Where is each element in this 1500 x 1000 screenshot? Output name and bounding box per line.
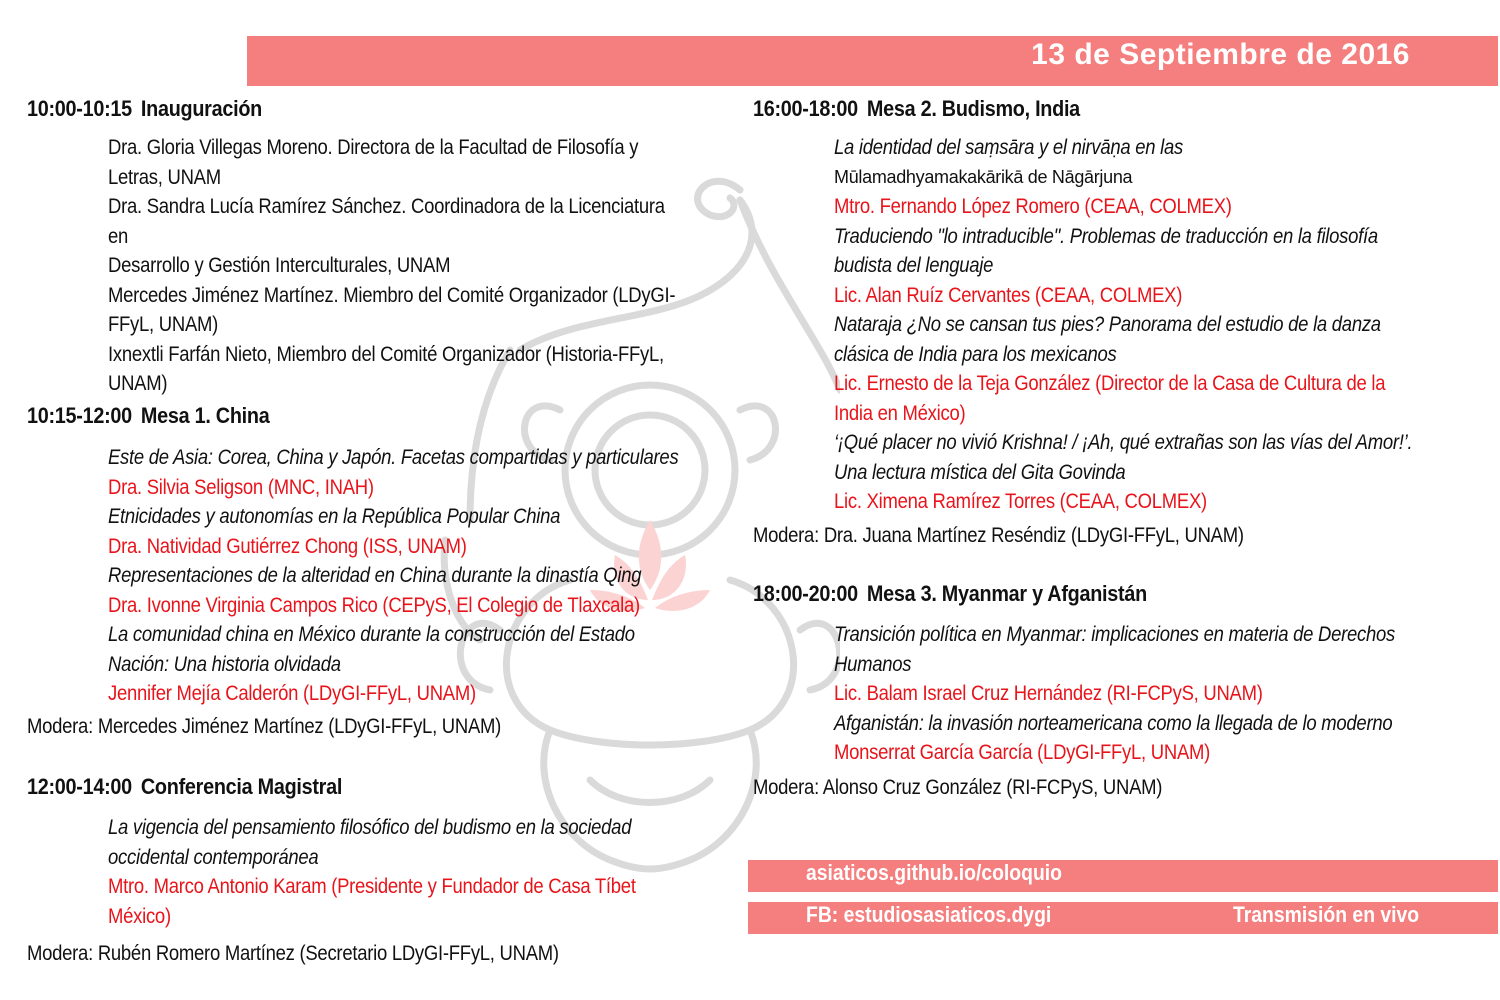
speaker-name: Mtro. Fernando López Romero (CEAA, COLMEX) bbox=[834, 195, 1232, 218]
talk-title: occidental contemporánea bbox=[108, 845, 319, 869]
speaker-name: Lic. Ximena Ramírez Torres (CEAA, COLMEX) bbox=[834, 490, 1207, 513]
participant-line: Letras, UNAM bbox=[108, 165, 221, 189]
website-link[interactable]: asiaticos.github.io/coloquio bbox=[806, 860, 1062, 885]
moderator-line: Modera: Alonso Cruz González (RI-FCPyS, UNAM) bbox=[753, 776, 1163, 799]
session-mesa-3-items bbox=[834, 620, 1494, 768]
speaker-name: Lic. Alan Ruíz Cervantes (CEAA, COLMEX) bbox=[834, 283, 1183, 307]
talk-title: Afganistán: la invasión norteamericana como la llegada de lo moderno bbox=[834, 711, 1393, 735]
session-heading: 16:00-18:00 Mesa 2. Budismo, India bbox=[753, 96, 1080, 121]
participant-line: Dra. Gloria Villegas Moreno. Directora de la Facultad de Filosofía y bbox=[108, 136, 639, 159]
talk-title: La identidad del saṃsāra y el nirvāṇa en las bbox=[834, 136, 1183, 159]
session-heading: 18:00-20:00 Mesa 3. Myanmar y Afganistán bbox=[753, 581, 1147, 606]
session-conferencia bbox=[27, 772, 377, 802]
talk-title: Una lectura mística del Gita Govinda bbox=[834, 460, 1126, 484]
speaker-name: Dra. Ivonne Virginia Campos Rico (CEPyS, El Colegio de Tlaxcala) bbox=[108, 593, 640, 617]
session-inauguracion-items bbox=[108, 133, 768, 399]
speaker-name: México) bbox=[108, 904, 171, 928]
talk-title: Etnicidades y autonomías en la República Popular China bbox=[108, 505, 561, 528]
moderator-line: Modera: Rubén Romero Martínez (Secretario LDyGI-FFyL, UNAM) bbox=[27, 942, 559, 965]
talk-title: Este de Asia: Corea, China y Japón. Facetas compartidas y particulares bbox=[108, 446, 679, 469]
talk-title: Transición política en Myanmar: implicaciones en materia de Derechos bbox=[834, 623, 1396, 646]
session-mesa-1-items bbox=[108, 443, 768, 709]
talk-title: clásica de India para los mexicanos bbox=[834, 342, 1117, 366]
session-inauguracion bbox=[27, 94, 288, 124]
facebook-link[interactable]: FB: estudiosasiaticos.dygi bbox=[806, 902, 1052, 927]
talk-title: budista del lenguaje bbox=[834, 254, 994, 277]
session-mesa-2 bbox=[753, 94, 1116, 124]
talk-title: Nación: Una historia olvidada bbox=[108, 652, 341, 676]
speaker-name: Lic. Ernesto de la Teja González (Director de la Casa de Cultura de la bbox=[834, 372, 1386, 395]
talk-title: La vigencia del pensamiento filosófico del budismo en la sociedad bbox=[108, 816, 632, 839]
speaker-name: Monserrat García García (LDyGI-FFyL, UNAM) bbox=[834, 741, 1211, 764]
session-mesa-1 bbox=[27, 401, 296, 431]
session-heading: 10:00-10:15 Inauguración bbox=[27, 96, 262, 121]
speaker-name: Jennifer Mejía Calderón (LDyGI-FFyL, UNAM) bbox=[108, 682, 476, 705]
speaker-name: Dra. Silvia Seligson (MNC, INAH) bbox=[108, 475, 374, 499]
speaker-name: Dra. Natividad Gutiérrez Chong (ISS, UNAM) bbox=[108, 534, 467, 558]
speaker-name: Mtro. Marco Antonio Karam (Presidente y Fundador de Casa Tíbet bbox=[108, 875, 636, 898]
talk-title: Traduciendo "lo intraducible". Problemas de traducción en la filosofía bbox=[834, 224, 1378, 248]
talk-title: La comunidad china en México durante la construcción del Estado bbox=[108, 623, 635, 646]
session-mesa-2-items bbox=[834, 133, 1494, 517]
talk-title: Representaciones de la alteridad en China durante la dinastía Qing bbox=[108, 564, 642, 587]
session-mesa-3 bbox=[753, 579, 1191, 609]
participant-line: Ixnextli Farfán Nieto, Miembro del Comité Organizador (Historia-FFyL, bbox=[108, 342, 664, 366]
participant-line: UNAM) bbox=[108, 372, 168, 395]
session-conferencia-items bbox=[108, 813, 768, 931]
talk-title: Mūlamadhyamakakārikā de Nāgārjuna bbox=[834, 166, 1133, 187]
event-date: 13 de Septiembre de 2016 bbox=[1031, 38, 1410, 71]
session-heading: 10:15-12:00 Mesa 1. China bbox=[27, 403, 270, 428]
speaker-name: India en México) bbox=[834, 401, 966, 425]
date-banner bbox=[247, 36, 1498, 86]
talk-title: Nataraja ¿No se cansan tus pies? Panorama del estudio de la danza bbox=[834, 313, 1381, 336]
speaker-name: Lic. Balam Israel Cruz Hernández (RI-FCPyS, UNAM) bbox=[834, 682, 1263, 705]
moderator-line: Modera: Mercedes Jiménez Martínez (LDyGI-FFyL, UNAM) bbox=[27, 715, 502, 738]
talk-title: Humanos bbox=[834, 652, 912, 676]
live-stream-label: Transmisión en vivo bbox=[1233, 902, 1420, 927]
talk-title: ‘¡Qué placer no vivió Krishna! / ¡Ah, qué extrañas son las vías del Amor!’. bbox=[834, 431, 1413, 454]
website-bar bbox=[748, 860, 1498, 892]
social-bar bbox=[748, 902, 1498, 934]
participant-line: Mercedes Jiménez Martínez. Miembro del Comité Organizador (LDyGI- bbox=[108, 283, 676, 307]
session-heading: 12:00-14:00 Conferencia Magistral bbox=[27, 774, 343, 799]
participant-line: Dra. Sandra Lucía Ramírez Sánchez. Coordinadora de la Licenciatura en bbox=[108, 195, 665, 248]
moderator-line: Modera: Dra. Juana Martínez Reséndiz (LDyGI-FFyL, UNAM) bbox=[753, 524, 1244, 547]
participant-line: Desarrollo y Gestión Interculturales, UNAM bbox=[108, 254, 451, 277]
participant-line: FFyL, UNAM) bbox=[108, 313, 219, 336]
